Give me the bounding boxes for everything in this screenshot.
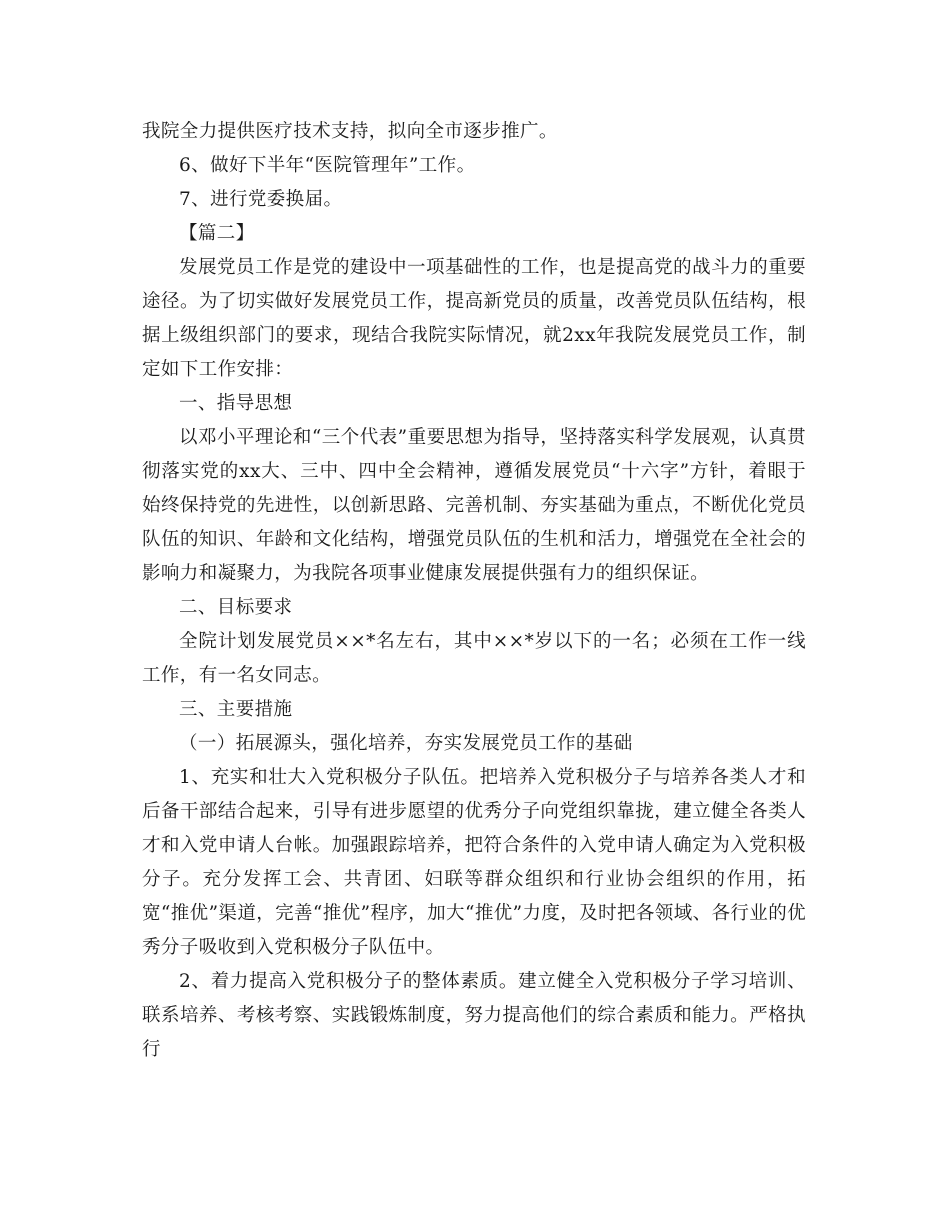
heading-main-measures: 三、主要措施 xyxy=(179,699,293,720)
paragraph-continuation: 我院全力提供医疗技术支持，拟向全市逐步推广。 xyxy=(142,121,558,142)
heading-guiding-ideology: 一、指导思想 xyxy=(179,393,293,414)
paragraph-measure-2: 2、着力提高入党积极分子的整体素质。建立健全入党积极分子学习培训、联系培养、考核考察、实践锻炼制度，努力提高他们的综合素质和能力。严格执行 xyxy=(142,971,806,1060)
paragraph-intro: 发展党员工作是党的建设中一项基础性的工作，也是提高党的战斗力的重要途径。为了切实做好发展党员工作，提高新党员的质量，改善党员队伍结构，根据上级组织部门的要求，现结合我院实际情况，就2xx年我院发展党员工作，制定如下工作安排： xyxy=(142,257,806,380)
subheading-expand-sources: （一）拓展源头，强化培养，夯实发展党员工作的基础 xyxy=(179,733,633,754)
section-heading-part-two: 【篇二】 xyxy=(179,223,255,244)
document-page xyxy=(142,115,806,1067)
paragraph-goals: 全院计划发展党员××*名左右，其中××*岁以下的一名；必须在工作一线工作，有一名女同志。 xyxy=(142,631,806,686)
paragraph-item-7: 7、进行党委换届。 xyxy=(179,189,343,210)
paragraph-guiding-ideology: 以邓小平理论和“三个代表”重要思想为指导，坚持落实科学发展观，认真贯彻落实党的xx大、三中、四中全会精神，遵循发展党员“十六字”方针，着眼于始终保持党的先进性，以创新思路、完善机制、夯实基础为重点，不断优化党员队伍的知识、年龄和文化结构，增强党员队伍的生机和活力，增强党在全社会的影响力和凝聚力，为我院各项事业健康发展提供强有力的组织保证。 xyxy=(142,427,806,584)
paragraph-measure-1: 1、充实和壮大入党积极分子队伍。把培养入党积极分子与培养各类人才和后备干部结合起来，引导有进步愿望的优秀分子向党组织靠拢，建立健全各类人才和入党申请人台帐。加强跟踪培养，把符合条件的入党申请人确定为入党积极分子。充分发挥工会、共青团、妇联等群众组织和行业协会组织的作用，拓宽“推优”渠道，完善“推优”程序，加大“推优”力度，及时把各领域、各行业的优秀分子吸收到入党积极分子队伍中。 xyxy=(142,767,806,958)
heading-goals: 二、目标要求 xyxy=(179,597,293,618)
paragraph-item-6: 6、做好下半年“医院管理年”工作。 xyxy=(179,155,476,176)
